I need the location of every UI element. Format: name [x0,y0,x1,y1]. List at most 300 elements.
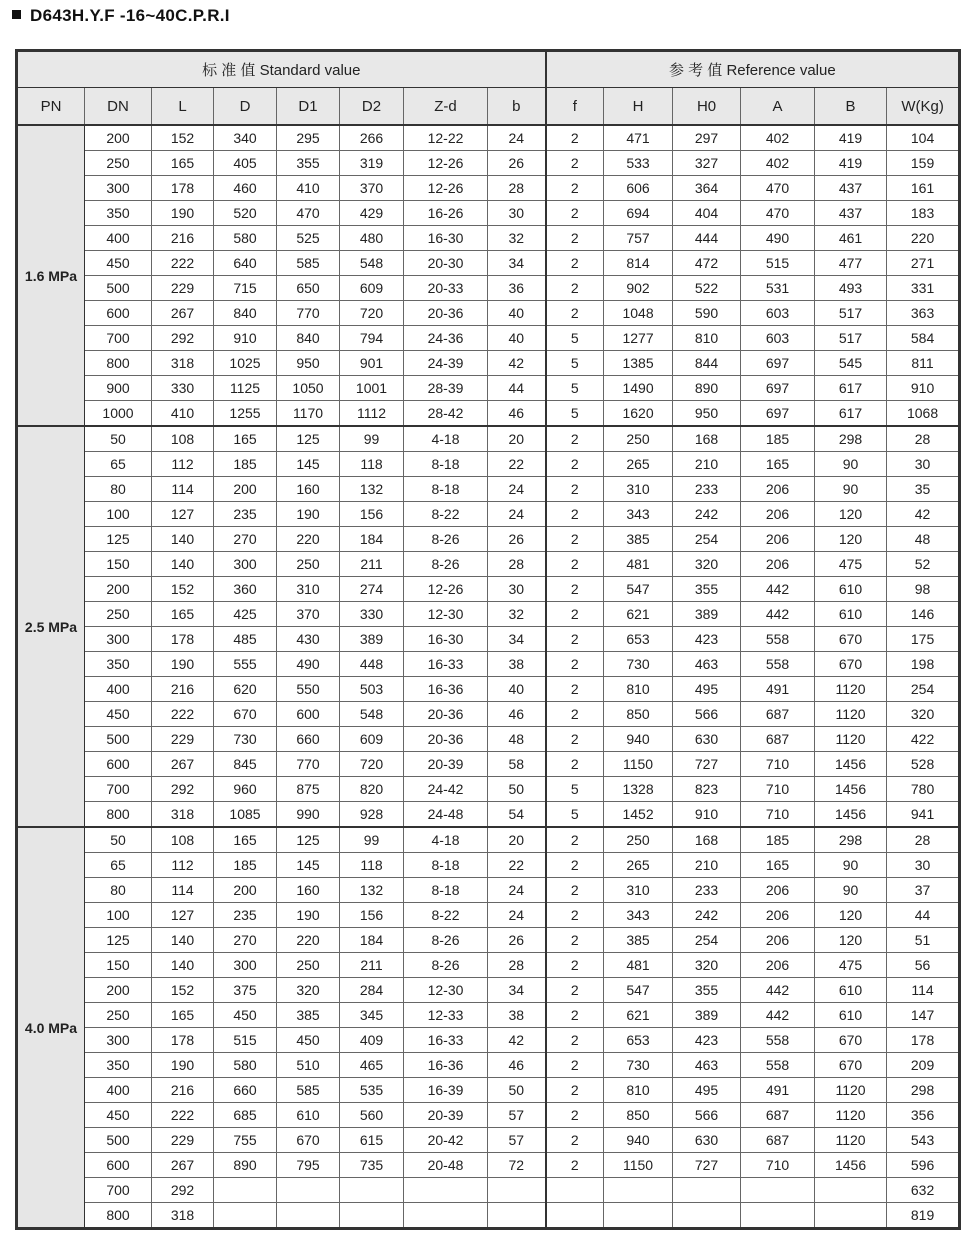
table-cell: 410 [152,401,214,427]
table-cell: 24 [488,878,546,903]
table-cell: 235 [214,903,277,928]
table-cell: 310 [277,577,340,602]
table-cell: 16-33 [404,1028,488,1053]
table-cell: 20-36 [404,727,488,752]
table-cell: 206 [741,502,815,527]
table-cell: 720 [340,301,404,326]
table-cell: 385 [604,928,673,953]
table-cell: 178 [152,176,214,201]
table-cell: 28 [488,953,546,978]
table-cell: 727 [673,752,741,777]
table-cell: 600 [85,1153,152,1178]
table-cell: 20-39 [404,752,488,777]
table-cell: 200 [85,978,152,1003]
table-cell: 5 [546,401,604,427]
table-cell: 165 [741,452,815,477]
table-cell: 480 [340,226,404,251]
table-cell: 360 [214,577,277,602]
table-cell [340,1178,404,1203]
table-cell: 450 [85,1103,152,1128]
table-cell: 292 [152,1178,214,1203]
table-cell: 960 [214,777,277,802]
table-cell: 600 [85,752,152,777]
table-cell: 2 [546,978,604,1003]
table-cell: 160 [277,878,340,903]
table-cell: 5 [546,351,604,376]
table-cell: 402 [741,125,815,151]
table-cell: 1025 [214,351,277,376]
table-cell [741,1178,815,1203]
table-cell: 2 [546,1053,604,1078]
table-cell [673,1178,741,1203]
table-cell: 330 [152,376,214,401]
table-cell: 630 [673,727,741,752]
table-cell: 710 [741,777,815,802]
table-cell: 16-36 [404,1053,488,1078]
table-cell: 621 [604,602,673,627]
table-cell: 206 [741,527,815,552]
table-cell [815,1178,887,1203]
table-cell: 54 [488,802,546,828]
table-cell: 90 [815,853,887,878]
table-cell: 610 [815,978,887,1003]
table-cell: 670 [815,652,887,677]
table-cell: 298 [815,827,887,853]
table-cell: 120 [815,928,887,953]
table-cell: 125 [277,426,340,452]
table-cell: 840 [214,301,277,326]
table-cell: 685 [214,1103,277,1128]
table-cell: 2 [546,1153,604,1178]
table-cell: 100 [85,502,152,527]
table-cell: 800 [85,1203,152,1229]
table-cell: 229 [152,1128,214,1153]
table-body [17,125,960,1229]
table-cell: 850 [604,1103,673,1128]
table-cell: 2 [546,702,604,727]
table-cell: 1048 [604,301,673,326]
table-cell: 20-36 [404,702,488,727]
table-cell: 12-26 [404,577,488,602]
table-cell: 345 [340,1003,404,1028]
table-cell: 2 [546,426,604,452]
table-cell: 178 [887,1028,960,1053]
table-cell: 267 [152,752,214,777]
table-cell: 160 [277,477,340,502]
table-cell: 1385 [604,351,673,376]
table-cell: 710 [741,752,815,777]
table-cell: 220 [277,928,340,953]
table-cell [214,1203,277,1229]
table-cell: 320 [887,702,960,727]
table-cell: 2 [546,602,604,627]
table-cell: 558 [741,627,815,652]
table-cell: 1120 [815,727,887,752]
table-cell: 300 [85,627,152,652]
table-cell: 493 [815,276,887,301]
table-cell: 8-18 [404,878,488,903]
table-cell: 370 [340,176,404,201]
table-cell: 442 [741,577,815,602]
table-row [17,376,960,401]
table-cell: 840 [277,326,340,351]
table-cell: 40 [488,301,546,326]
table-cell: 26 [488,928,546,953]
table-cell: 5 [546,802,604,828]
table-cell: 910 [887,376,960,401]
table-cell: 127 [152,903,214,928]
table-cell: 254 [887,677,960,702]
table-cell: 200 [85,577,152,602]
table-cell: 547 [604,577,673,602]
table-cell: 566 [673,702,741,727]
table-cell: 389 [673,1003,741,1028]
table-cell: 8-18 [404,452,488,477]
table-cell: 770 [277,301,340,326]
table-cell: 531 [741,276,815,301]
table-cell: 44 [887,903,960,928]
table-cell: 720 [340,752,404,777]
table-cell: 178 [152,1028,214,1053]
table-cell: 697 [741,351,815,376]
table-cell: 2 [546,853,604,878]
table-cell: 402 [741,151,815,176]
table-cell: 533 [604,151,673,176]
table-cell: 24 [488,903,546,928]
table-cell: 400 [85,1078,152,1103]
table-cell: 430 [277,627,340,652]
table-cell [277,1178,340,1203]
table-cell: 471 [604,125,673,151]
table-cell: 20 [488,827,546,853]
table-cell: 670 [277,1128,340,1153]
column-header: B [815,88,887,126]
table-cell: 5 [546,376,604,401]
table-cell: 20-48 [404,1153,488,1178]
table-cell: 331 [887,276,960,301]
table-cell: 292 [152,326,214,351]
table-cell: 901 [340,351,404,376]
table-cell: 274 [340,577,404,602]
table-cell: 615 [340,1128,404,1153]
table-cell: 495 [673,677,741,702]
column-header-row [17,88,960,126]
table-cell [741,1203,815,1229]
table-row [17,953,960,978]
table-row [17,627,960,652]
table-cell: 463 [673,652,741,677]
table-cell: 444 [673,226,741,251]
table-cell: 132 [340,878,404,903]
table-cell [404,1178,488,1203]
table-cell: 222 [152,702,214,727]
table-cell: 22 [488,853,546,878]
page-title [12,5,230,27]
table-cell: 520 [214,201,277,226]
table-cell: 24 [488,477,546,502]
table-cell: 363 [887,301,960,326]
table-cell: 8-22 [404,502,488,527]
table-cell: 318 [152,1203,214,1229]
table-cell: 475 [815,953,887,978]
table-row [17,125,960,151]
table-cell: 38 [488,1003,546,1028]
table-row [17,301,960,326]
table-cell: 254 [673,928,741,953]
table-cell: 50 [85,426,152,452]
table-cell: 12-26 [404,176,488,201]
table-cell: 442 [741,978,815,1003]
table-cell: 140 [152,527,214,552]
table-cell: 52 [887,552,960,577]
table-cell: 206 [741,878,815,903]
column-header: DN [85,88,152,126]
table-cell: 222 [152,251,214,276]
table-cell: 206 [741,552,815,577]
table-cell: 694 [604,201,673,226]
table-cell: 620 [214,677,277,702]
table-cell: 165 [152,1003,214,1028]
table-cell: 156 [340,502,404,527]
table-cell [277,1203,340,1229]
table-cell: 820 [340,777,404,802]
table-cell: 200 [214,878,277,903]
table-row [17,552,960,577]
column-header: W(Kg) [887,88,960,126]
table-cell: 1120 [815,1128,887,1153]
table-cell: 48 [887,527,960,552]
table-cell: 24 [488,502,546,527]
table-cell: 210 [673,853,741,878]
table-cell: 318 [152,802,214,828]
table-cell: 670 [214,702,277,727]
table-row [17,401,960,427]
table-cell: 114 [152,477,214,502]
table-cell: 28 [887,827,960,853]
table-cell: 810 [604,1078,673,1103]
table-cell: 72 [488,1153,546,1178]
pressure-rating-cell: 2.5 MPa [17,426,85,827]
table-cell: 229 [152,727,214,752]
table-cell: 687 [741,727,815,752]
table-cell: 145 [277,853,340,878]
table-cell: 910 [673,802,741,828]
specification-table [15,49,961,1230]
table-cell: 48 [488,727,546,752]
table-cell: 515 [741,251,815,276]
table-cell: 419 [815,125,887,151]
table-cell: 120 [815,527,887,552]
table-cell: 140 [152,928,214,953]
table-cell: 343 [604,903,673,928]
column-header: A [741,88,815,126]
table-cell: 34 [488,251,546,276]
table-cell: 609 [340,727,404,752]
table-cell: 687 [741,702,815,727]
table-cell: 112 [152,853,214,878]
table-cell: 152 [152,125,214,151]
table-row [17,176,960,201]
table-cell: 98 [887,577,960,602]
table-cell: 30 [887,452,960,477]
table-cell: 250 [277,552,340,577]
table-cell: 580 [214,226,277,251]
table-cell: 300 [85,176,152,201]
table-cell: 603 [741,301,815,326]
table-cell: 800 [85,351,152,376]
table-cell: 697 [741,376,815,401]
table-row [17,351,960,376]
table-row [17,426,960,452]
table-cell: 2 [546,125,604,151]
table-cell: 8-18 [404,853,488,878]
table-cell: 2 [546,251,604,276]
table-cell: 730 [214,727,277,752]
table-cell: 450 [214,1003,277,1028]
table-cell: 405 [214,151,277,176]
table-cell: 1490 [604,376,673,401]
table-cell: 600 [85,301,152,326]
table-cell: 8-26 [404,928,488,953]
table-cell: 580 [214,1053,277,1078]
table-cell: 118 [340,853,404,878]
table-cell: 1000 [85,401,152,427]
reference-value-header: 参 考 值 Reference value [546,51,960,88]
table-cell: 46 [488,1053,546,1078]
table-cell: 330 [340,602,404,627]
table-cell: 216 [152,226,214,251]
table-cell: 1277 [604,326,673,351]
table-cell: 400 [85,226,152,251]
table-cell [214,1178,277,1203]
column-header: L [152,88,214,126]
table-cell: 120 [815,502,887,527]
table-cell: 16-36 [404,677,488,702]
table-cell: 566 [673,1103,741,1128]
table-cell: 356 [887,1103,960,1128]
table-cell: 2 [546,627,604,652]
table-cell: 250 [85,151,152,176]
table-cell: 550 [277,677,340,702]
table-cell: 90 [815,477,887,502]
table-cell: 168 [673,426,741,452]
table-cell: 375 [214,978,277,1003]
table-row [17,477,960,502]
table-cell: 823 [673,777,741,802]
table-cell: 610 [815,1003,887,1028]
table-cell: 1001 [340,376,404,401]
table-cell: 1456 [815,1153,887,1178]
table-cell: 450 [85,251,152,276]
table-cell: 990 [277,802,340,828]
table-cell: 28-39 [404,376,488,401]
table-cell: 270 [214,527,277,552]
table-cell: 50 [488,1078,546,1103]
table-cell: 928 [340,802,404,828]
table-cell: 757 [604,226,673,251]
table-cell: 1120 [815,677,887,702]
table-cell: 800 [85,802,152,828]
table-cell: 890 [673,376,741,401]
table-cell: 216 [152,1078,214,1103]
table-cell: 1125 [214,376,277,401]
table-cell: 429 [340,201,404,226]
table-cell: 545 [815,351,887,376]
table-cell: 500 [85,727,152,752]
table-cell: 26 [488,527,546,552]
table-cell: 2 [546,652,604,677]
table-cell: 44 [488,376,546,401]
column-header: D [214,88,277,126]
table-cell: 165 [152,151,214,176]
table-cell: 632 [887,1178,960,1203]
table-cell: 697 [741,401,815,427]
column-header: PN [17,88,85,126]
table-cell: 20-33 [404,276,488,301]
table-cell: 270 [214,928,277,953]
table-cell: 150 [85,953,152,978]
table-cell: 730 [604,652,673,677]
table-cell: 300 [214,953,277,978]
table-cell: 298 [815,426,887,452]
table-cell: 206 [741,903,815,928]
table-cell: 606 [604,176,673,201]
table-cell: 159 [887,151,960,176]
table-cell: 297 [673,125,741,151]
table-cell: 112 [152,452,214,477]
table-cell: 24-36 [404,326,488,351]
table-cell: 50 [488,777,546,802]
table-cell: 670 [815,1053,887,1078]
page-title-text: D643H.Y.F -16~40C.P.R.I [30,6,230,25]
table-cell: 80 [85,878,152,903]
table-row [17,1153,960,1178]
table-cell: 165 [214,827,277,853]
table-cell: 114 [887,978,960,1003]
table-cell: 250 [85,602,152,627]
table-cell: 65 [85,452,152,477]
table-row [17,1053,960,1078]
table-cell: 410 [277,176,340,201]
table-cell: 2 [546,953,604,978]
table-cell: 350 [85,652,152,677]
table-cell: 2 [546,1103,604,1128]
table-cell: 32 [488,226,546,251]
table-cell: 20-42 [404,1128,488,1153]
table-cell: 200 [214,477,277,502]
table-cell: 46 [488,401,546,427]
table-cell: 42 [887,502,960,527]
table-cell: 271 [887,251,960,276]
table-cell: 250 [604,827,673,853]
table-cell [604,1178,673,1203]
table-cell: 2 [546,527,604,552]
table-cell: 495 [673,1078,741,1103]
table-cell: 730 [604,1053,673,1078]
table-cell: 603 [741,326,815,351]
table-row [17,727,960,752]
table-cell: 710 [741,802,815,828]
table-cell: 24-42 [404,777,488,802]
table-cell [488,1178,546,1203]
table-cell: 222 [152,1103,214,1128]
table-cell: 585 [277,1078,340,1103]
table-cell: 2 [546,928,604,953]
table-cell: 460 [214,176,277,201]
table-cell: 233 [673,878,741,903]
table-cell: 950 [673,401,741,427]
table-cell: 30 [488,201,546,226]
